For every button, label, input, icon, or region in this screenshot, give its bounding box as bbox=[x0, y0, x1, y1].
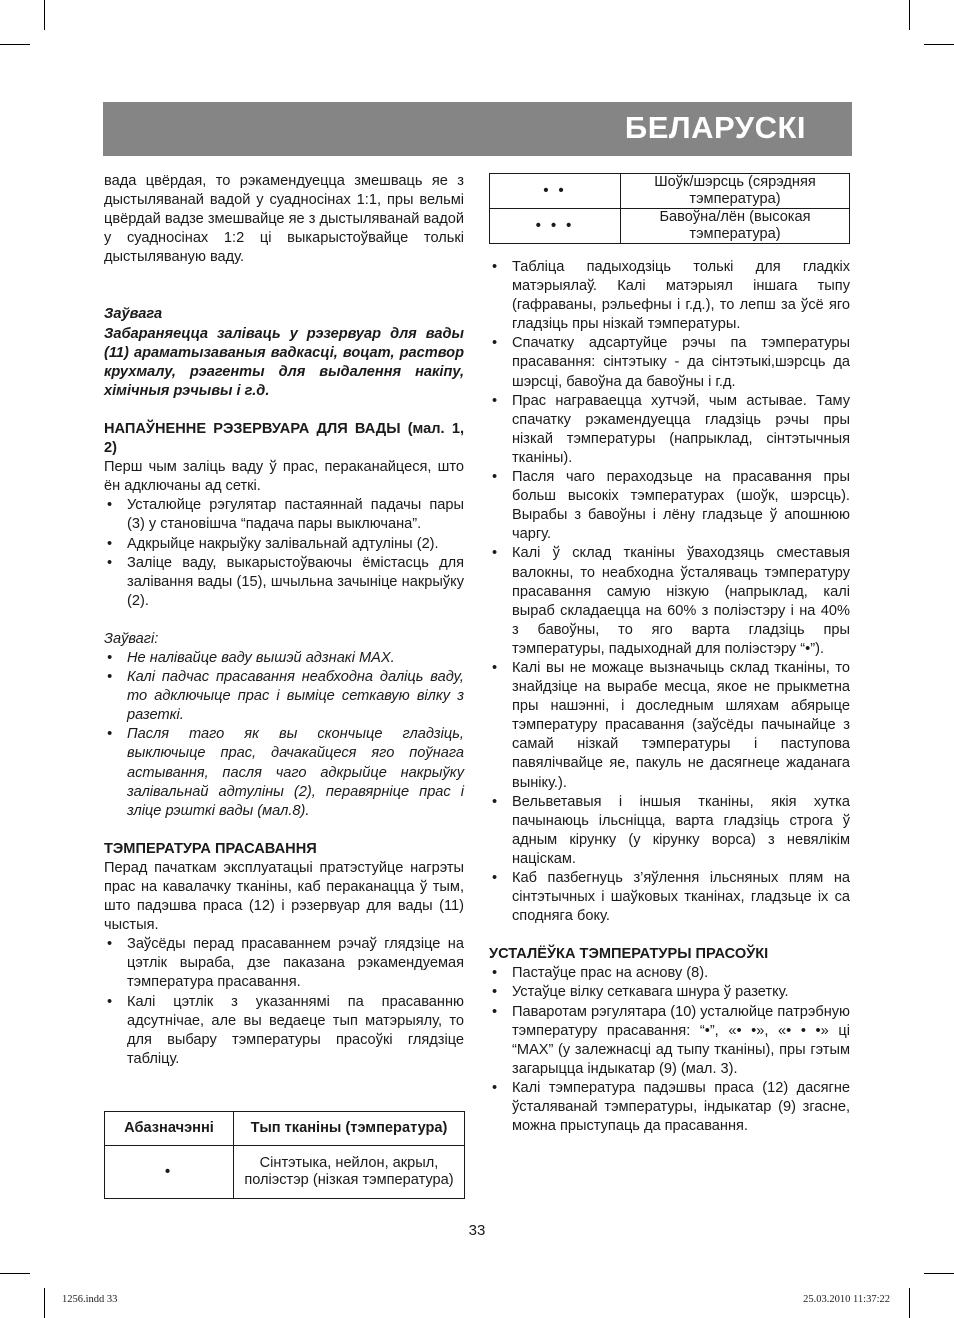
table-row bbox=[490, 209, 850, 244]
section-paragraph: Перад пачаткам эксплуатацыі пратэстуйце нагрэты прас на кавалачку тканіны, каб пераканацца ў тым, што падэшва праса (12) і рэзервуар для вады (11) чыстыя. bbox=[104, 859, 464, 934]
crop-mark bbox=[0, 1273, 30, 1274]
crop-mark bbox=[44, 0, 45, 30]
fabric-table-part-2 bbox=[489, 173, 850, 244]
bullet-icon: • bbox=[492, 659, 498, 676]
bullet-icon: • bbox=[492, 793, 498, 810]
bullet-icon: • bbox=[107, 497, 113, 514]
list-item: • Пасля таго як вы скончыце гладзіць, выключыце прас, дачакайцеся яго поўнага астывання, пасля чаго адкрыйце накрыўку залівальнай адтуліны (2), перавярніце прас і зліце рэшткі вады (мал.8). bbox=[107, 726, 464, 819]
list-item: • Калі цэтлік з указаннямі па прасаванню адсутнічае, але вы ведаеце тып матэрыялу, то для выбару тэмпературы прасоўкі глядзіце табліцу. bbox=[107, 993, 464, 1067]
table-header-cell: Тып тканіны (тэмпература) bbox=[234, 1112, 465, 1146]
list-item: • Вельветавыя і іншыя тканіны, якія хутка пачынаюць ільсніцца, варта гладзіць строга ў адным кірунку (у кірунку ворса) з невялікім націскам. bbox=[492, 793, 850, 867]
bullet-icon: • bbox=[492, 965, 498, 982]
footer-file: 1256.indd 33 bbox=[62, 1294, 118, 1305]
crop-mark bbox=[909, 1288, 910, 1318]
bullet-icon: • bbox=[107, 936, 113, 953]
list-item: • Устаўце вілку сеткавага шнура ў разетку. bbox=[489, 983, 850, 1002]
bullet-icon: • bbox=[107, 649, 113, 666]
fabric-type: Шоўк/шэрсць (сярэдняя тэмпература) bbox=[621, 174, 850, 209]
language-banner bbox=[103, 102, 852, 156]
table-row bbox=[105, 1146, 465, 1199]
list-item: • Пастаўце прас на аснову (8). bbox=[489, 964, 850, 983]
bullet-icon: • bbox=[492, 545, 498, 562]
bullet-list bbox=[489, 258, 850, 926]
fabric-type: Сінтэтыка, нейлон, акрыл, поліэстэр (нізкая тэмпература) bbox=[234, 1146, 465, 1199]
intro-paragraph: вада цвёрдая, то рэкамендуецца змешваць яе з дыстыляванай вадой у суадносінах 1:1, пры вельмі цвёрдай вадзе змешвайце яе з дыстыляванай вадой у суадносінах 1:2 ці выкарыстоўвайце толькі дыстыляваную ваду. bbox=[104, 173, 464, 266]
list-item: • Табліца падыходзіць толькі для гладкіх матэрыялаў. Калі матэрыял іншага тыпу (гафраваны, рэльефны і г.д.), то лепш за ўсё яго гладзіць пры нізкай тэмпературы. bbox=[492, 259, 850, 333]
bullet-icon: • bbox=[492, 335, 498, 352]
bullet-icon: • bbox=[107, 535, 113, 552]
list-item: • Спачатку адсартуйце рэчы па тэмпературы прасавання: сінтэтыку - да сінтэтыкі,шэрсць да шэрсці, бавоўна да бавоўны і г.д. bbox=[492, 335, 850, 390]
notes-title: Заўвагі: bbox=[104, 630, 159, 647]
list-item: • Паваротам рэгулятара (10) усталюйце патрэбную тэмпературу прасавання: “•”, «• •», «• • •» ці “MAX” (у залежнасці ад тыпу тканіны), пры гэтым загарыцца індыкатар (9) (мал. 3). bbox=[492, 1003, 850, 1077]
section-heading: ТЭМПЕРАТУРА ПРАСАВАННЯ bbox=[104, 840, 317, 857]
list-item: • Калі тэмпература падэшвы праса (12) дасягне ўсталяванай тэмпературы, індыкатар (9) згасне, можна прыступаць да прасавання. bbox=[492, 1079, 850, 1135]
bullet-icon: • bbox=[492, 1079, 498, 1096]
section-heading: НАПАЎНЕННЕ РЭЗЕРВУАРА ДЛЯ ВАДЫ (мал. 1, 2) bbox=[104, 420, 464, 457]
section-heading: УСТАЛЁЎКА ТЭМПЕРАТУРЫ ПРАСОЎКІ bbox=[489, 946, 769, 963]
table-header-cell: Абазначэнні bbox=[105, 1112, 234, 1146]
temperature-mark: • • • bbox=[490, 209, 621, 244]
note-title: Заўвага bbox=[104, 306, 163, 323]
crop-mark bbox=[924, 1273, 954, 1274]
bullet-list bbox=[489, 964, 850, 1136]
bullet-icon: • bbox=[107, 993, 113, 1010]
list-item: • Прас награваецца хутчэй, чым астывае. Таму спачатку рэкамендуецца гладзіць рэчы пры нізкай тэмпературы (напрыклад, сінтэтычныя тканіны). bbox=[492, 392, 850, 466]
list-item: • Заліце ваду, выкарыстоўваючы ёмістасць для залівання вады (15), шчыльна зачыніце накрыўку (2). bbox=[107, 554, 464, 609]
bullet-icon: • bbox=[107, 726, 113, 743]
bullet-icon: • bbox=[492, 259, 498, 275]
bullet-icon: • bbox=[492, 469, 498, 486]
bullet-icon: • bbox=[107, 669, 113, 686]
fabric-table-part-1 bbox=[104, 1111, 465, 1199]
temperature-mark: • bbox=[105, 1146, 234, 1199]
notes-list bbox=[104, 649, 464, 821]
bullet-icon: • bbox=[492, 392, 498, 409]
list-item: • Пасля чаго пераходзьце на прасавання пры больш высокіх тэмпературах (шоўк, шэрсць). Вырабы з бавоўны і лёну гладзьце ў апошнюю чаргу. bbox=[492, 469, 850, 543]
bullet-list bbox=[104, 935, 464, 1069]
list-item: • Заўсёды перад прасаваннем рэчаў глядзіце на цэтлік выраба, дзе паказана рэкамендуемая тэмпература прасавання. bbox=[107, 936, 464, 991]
list-item: • Калі вы не можаце вызначыць склад тканіны, то знайдзіце на вырабе месца, якое не прыкметна пры нашэнні, і доследным шляхам абярыце тэмпературу прасавання (заўсёды пачынайце з самай нізкай тэмпературы і паступова павялічвайце яе, пакуль не дасягнеце жаданага выніку.). bbox=[492, 659, 850, 791]
bullet-icon: • bbox=[492, 870, 498, 886]
crop-mark bbox=[909, 0, 910, 30]
crop-mark bbox=[0, 44, 30, 45]
list-item: • Не налівайце ваду вышэй адзнакі MAX. bbox=[104, 649, 464, 668]
list-item: • Усталюйце рэгулятар пастаяннай падачы пары (3) у становішча “падача пары выключана”. bbox=[107, 497, 464, 533]
crop-mark bbox=[44, 1288, 45, 1318]
temperature-mark: • • bbox=[490, 174, 621, 209]
bullet-icon: • bbox=[107, 554, 113, 571]
bullet-icon: • bbox=[492, 984, 498, 1001]
list-item: • Калі ў склад тканіны ўваходзяць сместавыя валокны, то неабходна ўсталяваць тэмпературу прасавання самую нізкую (напрыклад, калі выраб складаецца на 60% з поліэстэру і на 40% з бавоўны, то яго варта гладзіць пры тэмпературы, падыходнай для поліэстэру “•”). bbox=[492, 545, 850, 657]
right-column bbox=[489, 258, 850, 1136]
list-item: • Калі падчас прасавання неабходна даліць ваду, то адключыце прас і выміце сеткавую вілку з разеткі. bbox=[107, 669, 464, 724]
bullet-icon: • bbox=[492, 1003, 498, 1020]
table-row bbox=[490, 174, 850, 209]
bullet-list bbox=[104, 496, 464, 611]
page-number: 33 bbox=[468, 1222, 486, 1239]
fabric-type: Бавоўна/лён (высокая тэмпература) bbox=[621, 209, 850, 244]
note-text: Забараняецца заліваць у рэзервуар для вады (11) араматызаваныя вадкасці, воцат, раствор крухмалу, рэагенты для выдалення накіпу, хімічныя рэчывы і г.д. bbox=[104, 325, 464, 399]
footer-datetime: 25.03.2010 11:37:22 bbox=[803, 1294, 890, 1305]
left-column bbox=[104, 172, 464, 1069]
section-paragraph: Перш чым заліць ваду ў прас, пераканайцеся, што ён адключаны ад сеткі. bbox=[104, 459, 464, 495]
list-item: • Каб пазбегнуць з’яўлення ільсняных плям на сінтэтычных і шаўковых тканінах, гладзьце іх са споднягa боку. bbox=[492, 870, 850, 925]
list-item: • Адкрыйце накрыўку залівальнай адтуліны (2). bbox=[104, 535, 464, 554]
table-header-row bbox=[105, 1112, 465, 1146]
page-title: БЕЛАРУСКI bbox=[624, 110, 806, 145]
crop-mark bbox=[924, 44, 954, 45]
